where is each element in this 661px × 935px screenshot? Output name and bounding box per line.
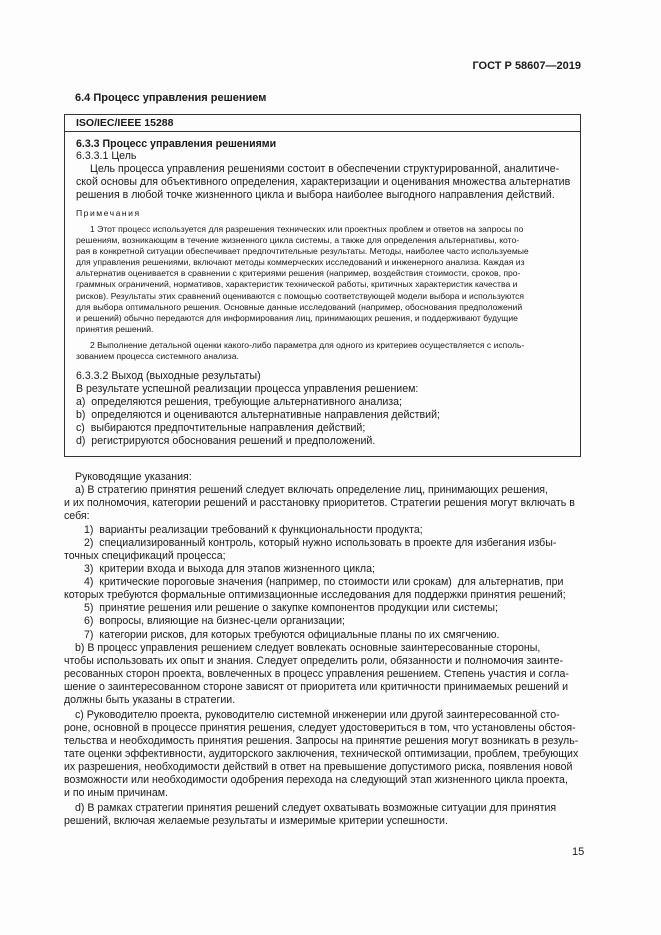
- outputs-subheading: 6.3.3.2 Выход (выходные результаты): [76, 370, 261, 382]
- guidance-line: себя:: [64, 510, 90, 522]
- note-line: рая в конкретной ситуации обеспечивает предпочтительные результаты. Методы, наиболее часто используемые: [76, 246, 529, 256]
- guidance-line: Руководящие указания:: [75, 471, 192, 483]
- guidance-line: чтобы использовать их опыт и знания. Следует определить роли, обязанности и полномочия заинте-: [64, 655, 563, 667]
- guidance-line: a) В стратегию принятия решений следует включать определение лиц, принимающих решения,: [75, 484, 548, 496]
- note-line: граммных ограничений, нормативов, характеристик технической работы, критичных характеристик качества и: [76, 279, 518, 289]
- guidance-line: решений, включая желаемые результаты и измеримые критерии успешности.: [64, 815, 448, 827]
- guidance-line: 4) критические пороговые значения (например, по стоимости или срокам) для альтернатив, при: [84, 576, 564, 588]
- quoted-standard-box: [64, 114, 581, 457]
- guidance-line: d) В рамках стратегии принятия решений следует охватывать возможные ситуации для принятия: [75, 802, 557, 814]
- guidance-line: тате оценки эффективности, аудиторского заключения, технической оптимизации, проблем, требующих: [64, 748, 579, 760]
- guidance-line: шение о заинтересованном стороне зависят от приоритета или критичности принимаемых решений и: [64, 681, 569, 693]
- outputs-line: b) определяются и оцениваются альтернативные направления действий;: [76, 409, 440, 421]
- guidance-line: которых требуются формальные оптимизационные исследования для поддержки принятия решений;: [64, 589, 566, 601]
- guidance-line: 3) критерии входа и выхода для этапов жизненного цикла;: [84, 563, 375, 575]
- page-number: 15: [572, 846, 585, 858]
- guidance-line: точных спецификаций процесса;: [64, 550, 226, 562]
- note-line: для управления решениями, включают методы коммерческих исследований и инженерного анализа. Каждая из: [76, 257, 525, 267]
- guidance-line: 2) специализированный контроль, который нужно использовать в проекте для избегания избы-: [84, 537, 557, 549]
- outputs-line: c) выбираются предпочтительные направления действий;: [76, 422, 366, 434]
- guidance-line: b) В процесс управления решением следует вовлекать основные заинтересованные стороны,: [75, 642, 541, 654]
- guidance-line: ресованных сторон проекта, вовлеченных в процесс управления решением. Степень участия и согла-: [64, 668, 569, 680]
- guidance-line: возможности или необходимости одобрения перехода на следующий этап жизненного цикла проекта,: [64, 774, 568, 786]
- note-line: зованием процесса системного анализа.: [76, 351, 239, 361]
- note-line: принятия решений.: [76, 324, 154, 334]
- purpose-line: решения в любой точке жизненного цикла и выбора наиболее выгодного направления действий.: [76, 189, 555, 201]
- purpose-subheading: 6.3.3.1 Цель: [76, 150, 137, 162]
- note-line: 2 Выполнение детальной оценки какого-либо параметра для одного из критериев осуществляется с исполь-: [90, 340, 525, 350]
- note-line: рисков). Результаты этих сравнений оцениваются с помощью соответствующей модели выбора и используются: [76, 291, 525, 301]
- standard-reference: ISO/IEC/IEEE 15288: [65, 115, 580, 132]
- note-line: 1 Этот процесс используется для разрешения технических или проектных проблем и ответов на запросы по: [90, 224, 524, 234]
- note-line: альтернатив оценивается в сравнении с критериями решения (например, воздействия стоимости, сроков, про-: [76, 268, 521, 278]
- section-title: 6.4 Процесс управления решением: [75, 92, 267, 104]
- purpose-line: Цель процесса управления решениями состоит в обеспечении структурированной, аналитиче-: [90, 163, 560, 175]
- guidance-line: их разрешения, необходимости действий в ответ на превышение допустимого риска, появления новой: [64, 761, 573, 773]
- note-line: для выбора оптимального решения. Основные данные исследований (например, обоснования предположений: [76, 302, 523, 312]
- guidance-line: и по иным причинам.: [64, 787, 168, 799]
- outputs-line: a) определяются решения, требующие альтернативного анализа;: [76, 396, 402, 408]
- note-line: и решений) обычно передаются для информирования лиц, принимающих решения, и поддерживают будущие: [76, 313, 518, 323]
- guidance-line: тельства и необходимость принятия решения. Запросы на принятие решения могут возникать в резуль-: [64, 735, 579, 747]
- guidance-line: 1) варианты реализации требований к функциональности продукта;: [84, 524, 423, 536]
- guidance-line: и их полномочия, категории решений и расстановку приоритетов. Стратегии решения могут включать в: [64, 497, 575, 509]
- outputs-line: d) регистрируются обоснования решений и предположений.: [76, 435, 376, 447]
- guidance-line: 5) принятие решения или решение о закупке компонентов продукции или системы;: [84, 602, 498, 614]
- guidance-line: роне, основной в процессе принятия решения, следует удостовериться в том, что установлены обстоя-: [64, 722, 576, 734]
- guidance-line: 6) вопросы, влияющие на бизнес-цели организации;: [84, 615, 345, 627]
- guidance-line: должны быть указаны в стратегии.: [64, 694, 236, 706]
- outputs-line: В результате успешной реализации процесса управления решением:: [76, 383, 419, 395]
- note-line: решениям, возникающим в течение жизненного цикла системы, а также для определения альтернативы, кото-: [76, 235, 520, 245]
- purpose-line: ской основы для объективного определения, характеризации и оценивания множества альтернатив: [76, 176, 571, 188]
- guidance-line: 7) категории рисков, для которых требуются официальные планы по их смягчению.: [84, 629, 500, 641]
- guidance-line: c) Руководителю проекта, руководителю системной инженерии или другой заинтересованной сто-: [75, 709, 560, 721]
- notes-title: Примечания: [76, 208, 141, 218]
- standard-number: ГОСТ Р 58607—2019: [472, 60, 581, 72]
- box-heading: 6.3.3 Процесс управления решениями: [76, 138, 277, 150]
